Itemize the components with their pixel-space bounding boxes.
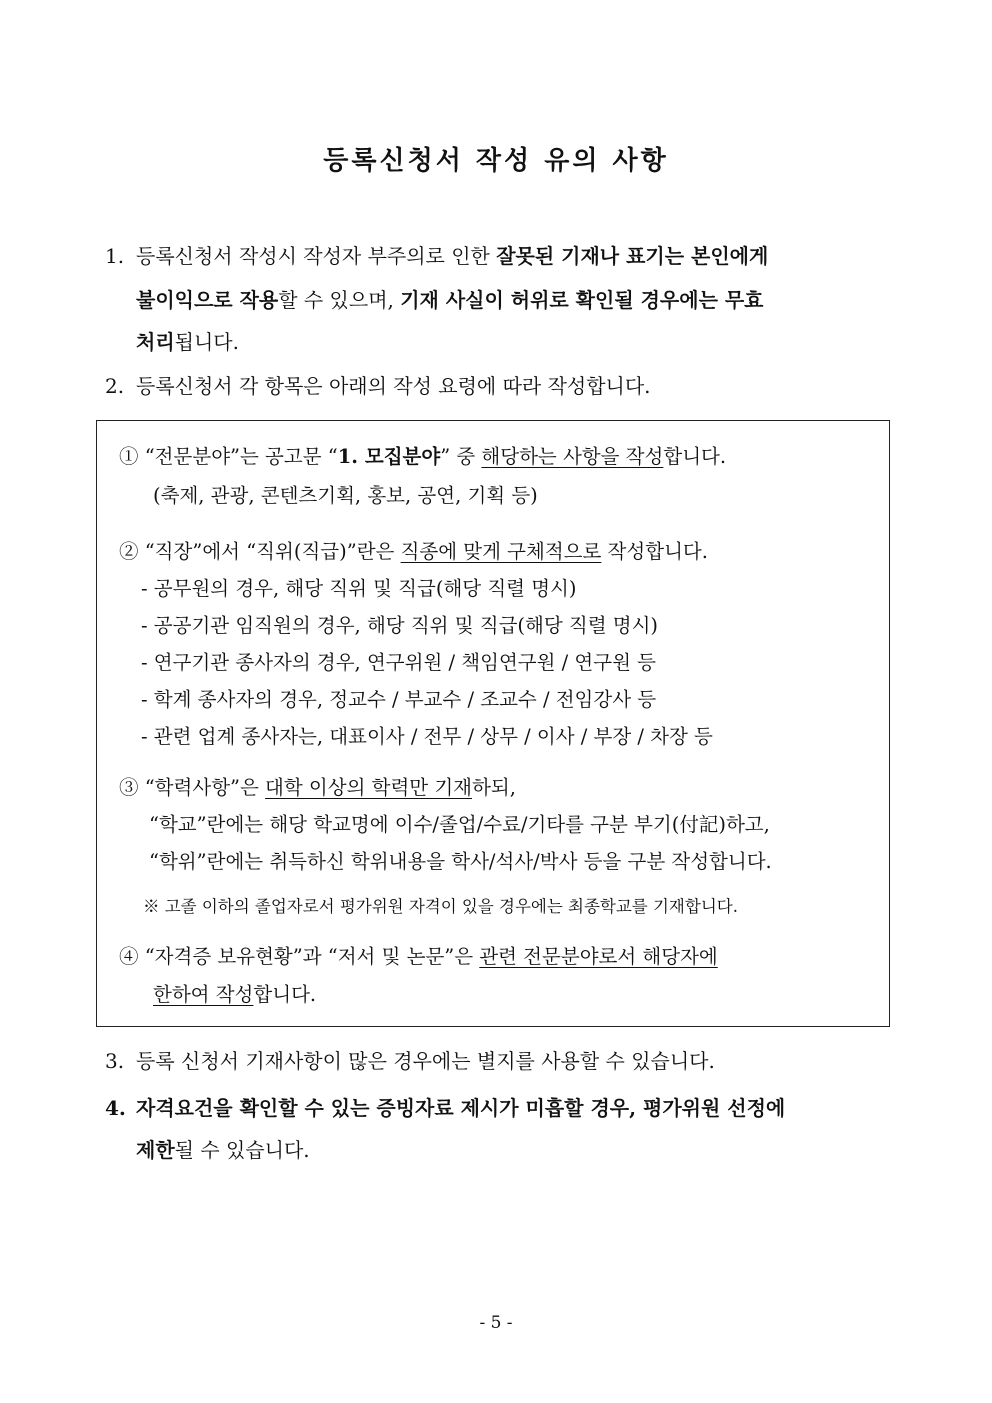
section-3-text: “학력사항”은 [138, 776, 266, 799]
section-2-bullet: - 관련 업계 종사자는, 대표이사 / 전무 / 상무 / 이사 / 부장 / 차장 등 [141, 725, 713, 748]
section-1-bold: 1. 모집분야 [337, 445, 441, 468]
section-2-text-2: 작성합니다. [601, 540, 708, 563]
item-1-line-3 [136, 328, 239, 356]
item-1-emphasis: 잘못된 기재나 표기는 본인에게 [496, 244, 769, 268]
section-1-text-2: ” 중 [440, 445, 482, 468]
section-2-bullet: - 공무원의 경우, 해당 직위 및 직급(해당 직렬 명시) [141, 577, 577, 600]
section-4-underline: 관련 전문분야로서 해당자에 [479, 945, 718, 968]
section-2-bullet: - 학계 종사자의 경우, 정교수 / 부교수 / 조교수 / 전임강사 등 [141, 688, 657, 711]
section-2-text: “직장”에서 “직위(직급)”란은 [138, 540, 401, 563]
item-1-text: 등록신청서 작성시 작성자 부주의로 인한 [136, 244, 497, 268]
item-1-text-2: 할 수 있으며, [278, 288, 401, 312]
section-2-line-1 [119, 538, 708, 566]
section-1-line-1 [119, 443, 726, 471]
section-4-line-2 [153, 981, 316, 1009]
section-3-note: ※ 고졸 이하의 졸업자로서 평가위원 자격이 있을 경우에는 최종학교를 기재합니다. [143, 897, 738, 916]
section-2-underline: 직종에 맞게 구체적으로 [400, 540, 602, 563]
section-2-bullet: - 공공기관 임직원의 경우, 해당 직위 및 직급(해당 직렬 명시) [141, 614, 659, 637]
item-1-emphasis-3: 기재 사실이 허위로 확인될 경우에는 무효 [400, 288, 764, 312]
section-2-bullet: - 연구기관 종사자의 경우, 연구위원 / 책임연구원 / 연구원 등 [141, 651, 656, 674]
section-1-line-2: (축제, 관광, 콘텐츠기획, 홍보, 공연, 기획 등) [153, 484, 538, 507]
circled-number-2: ② [119, 540, 139, 563]
item-2-number: 2. [105, 374, 125, 398]
section-1-text-3: 합니다. [663, 445, 727, 468]
section-3-line-3: “학위”란에는 취득하신 학위내용을 학사/석사/박사 등을 구분 작성합니다. [149, 850, 772, 873]
section-3-line-2: “학교”란에는 해당 학교명에 이수/졸업/수료/기타를 구분 부기(付記)하고, [149, 813, 770, 836]
item-3-number: 3. [105, 1049, 125, 1073]
instruction-box [96, 420, 890, 1027]
section-4-text: “자격증 보유현황”과 “저서 및 논문”은 [138, 945, 480, 968]
item-1-line-1 [136, 242, 768, 270]
section-4-line-1 [119, 943, 718, 971]
circled-number-1: ① [119, 445, 139, 468]
circled-number-4: ④ [119, 945, 139, 968]
section-4-underline-2: 한하여 작성 [153, 983, 254, 1006]
item-1-line-2 [136, 286, 764, 314]
item-4-line-1: 자격요건을 확인할 수 있는 증빙자료 제시가 미흡할 경우, 평가위원 선정에 [136, 1096, 786, 1120]
item-4-text: 될 수 있습니다. [174, 1138, 310, 1162]
section-1-text: “전문분야”는 공고문 “ [138, 445, 338, 468]
circled-number-3: ③ [119, 776, 139, 799]
item-2-text: 등록신청서 각 항목은 아래의 작성 요령에 따라 작성합니다. [136, 374, 651, 398]
item-1-emphasis-2: 불이익으로 작용 [136, 288, 279, 312]
item-4-line-2 [136, 1136, 310, 1164]
section-3-line-1 [119, 774, 516, 802]
section-3-underline: 대학 이상의 학력만 기재 [265, 776, 473, 799]
item-4-emphasis: 제한 [136, 1138, 175, 1162]
section-1-underline: 해당하는 사항을 작성 [481, 445, 664, 468]
item-3-text: 등록 신청서 기재사항이 많은 경우에는 별지를 사용할 수 있습니다. [136, 1049, 715, 1073]
item-1-text-3: 됩니다. [174, 330, 239, 354]
item-1-number: 1. [105, 244, 125, 268]
item-1-emphasis-4: 처리 [136, 330, 175, 354]
section-3-text-2: 하되, [472, 776, 516, 799]
item-4-number: 4. [105, 1096, 126, 1120]
page-number: - 5 - [479, 1313, 513, 1333]
section-4-text-2: 합니다. [253, 983, 317, 1006]
page-title: 등록신청서 작성 유의 사항 [323, 146, 669, 176]
